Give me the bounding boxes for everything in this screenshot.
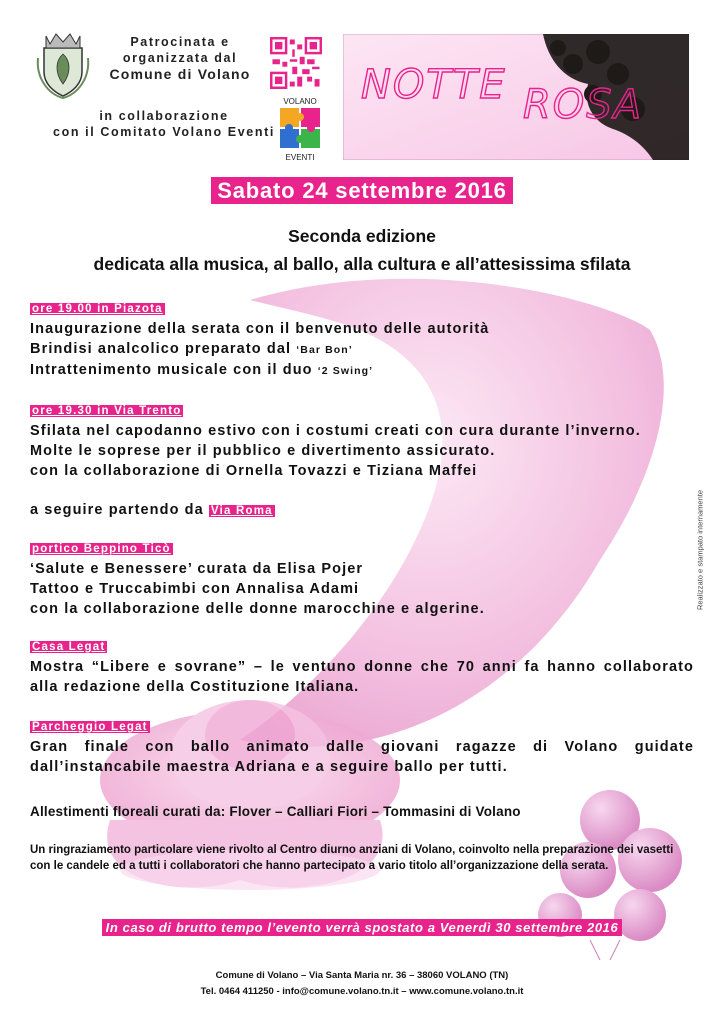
edition-heading: Seconda edizione: [288, 226, 436, 246]
footer: [0, 968, 724, 1000]
time-location-tag: ore 19.00 in Piazota: [32, 303, 163, 315]
event-date-title: [0, 178, 724, 204]
location-tag: portico Beppino Ticò: [32, 543, 171, 555]
program-line: con la collaborazione di Ornella Tovazzi e Tiziana Maffei: [30, 463, 478, 479]
follow-line: [30, 500, 694, 521]
thanks-paragraph: Un ringraziamento particolare viene rivolto al Centro diurno anziani di Volano, coinvolto nella preparazione dei vasetti con le candele ed a tutti i collaboratori che hanno partecipato a vario titolo all’organizzazione della serata.: [30, 844, 674, 872]
program-item-4: [30, 636, 694, 697]
comune-crest-logo: [34, 28, 92, 100]
program-line: Molte le soprese per il pubblico e divertimento assicurato.: [30, 443, 496, 459]
logo-bottom-text: EVENTI: [285, 153, 315, 162]
collab-line-1: in collaborazione: [99, 109, 229, 123]
rain-notice: [0, 919, 724, 937]
organizer-line-3: Comune di Volano: [109, 66, 251, 82]
puzzle-icon: [278, 106, 322, 150]
banner-title-notte: NOTTE: [361, 62, 507, 108]
side-note-text: Realizzato e stampato internamente: [695, 489, 705, 611]
dedication-heading: dedicata alla musica, al ballo, alla cultura e all’attesissima sfilata: [93, 254, 631, 274]
follow-text: a seguire partendo da: [30, 502, 209, 518]
logo-top-text: VOLANO: [283, 97, 317, 106]
collaboration-block: [34, 108, 294, 140]
flowers-credit: Allestimenti floreali curati da: Flover – Calliari Fiori – Tommasini di Volano: [30, 804, 521, 819]
program-item-1: [30, 298, 694, 381]
rain-notice-text: In caso di brutto tempo l’evento verrà spostato a Venerdì 30 settembre 2016: [102, 919, 623, 936]
via-roma-tag: Via Roma: [210, 505, 273, 517]
program-line: Sfilata nel capodanno estivo con i costumi creati con cura durante l’inverno.: [30, 423, 641, 439]
program-line: Brindisi analcolico preparato dal ‘Bar Bon’: [30, 341, 353, 357]
notte-rosa-banner: [343, 34, 689, 160]
qr-code[interactable]: [270, 37, 322, 89]
program-line: Intrattenimento musicale con il duo ‘2 Swing’: [30, 362, 374, 378]
footer-address: Comune di Volano – Via Santa Maria nr. 36 – 38060 VOLANO (TN): [215, 970, 509, 981]
program-line: Gran finale con ballo animato dalle giovani ragazze di Volano guidate dall’instancabile maestra Adriana e a seguire ballo per tutti.: [30, 739, 694, 775]
volano-eventi-logo: [278, 97, 322, 167]
location-tag: Parcheggio Legat: [32, 721, 148, 733]
organizer-line-2: organizzata dal: [122, 51, 238, 65]
event-date-text: Sabato 24 settembre 2016: [211, 177, 512, 204]
program-line: Mostra “Libere e sovrane” – le ventuno donne che 70 anni fa hanno collaborato alla redazione della Costituzione Italiana.: [30, 659, 694, 695]
organizer-line-1: Patrocinata e: [130, 35, 230, 49]
footer-contacts[interactable]: Tel. 0464 411250 - info@comune.volano.tn.it – www.comune.volano.tn.it: [200, 986, 524, 997]
side-note: [693, 470, 707, 630]
program-item-5: [30, 716, 694, 777]
collab-line-2: con il Comitato Volano Eventi: [53, 125, 275, 139]
program-item-2: [30, 400, 694, 481]
program-line: ‘Salute e Benessere’ curata da Elisa Pojer: [30, 561, 364, 577]
program-item-3: [30, 538, 694, 619]
program-line: con la collaborazione delle donne marocchine e algerine.: [30, 601, 485, 617]
program-line: Tattoo e Truccabimbi con Annalisa Adami: [30, 581, 360, 597]
location-tag: Casa Legat: [32, 641, 106, 653]
banner-title-rosa: ROSA: [523, 82, 644, 128]
time-location-tag: ore 19.30 in Via Trento: [32, 405, 182, 417]
organizer-block: [100, 34, 260, 82]
program-line: Inaugurazione della serata con il benvenuto delle autorità: [30, 321, 490, 337]
